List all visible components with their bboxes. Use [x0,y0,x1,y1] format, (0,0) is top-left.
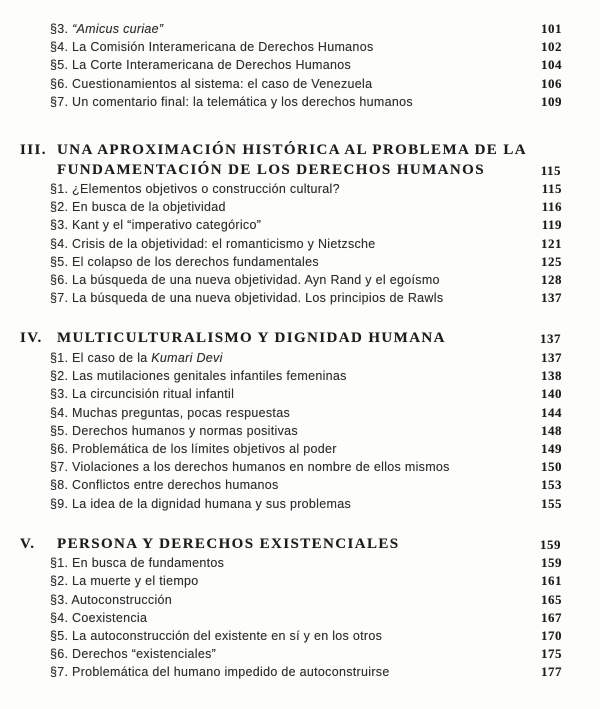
toc-entry [0,367,600,385]
toc-entry-italic-text: Kumari Devi [151,350,223,365]
toc-entry-page-number: 138 [541,368,562,384]
toc-entry-page-number: 137 [541,290,562,306]
toc-section [0,329,600,512]
toc-entry [0,38,600,56]
toc-entry-text: §6. Cuestionamientos al sistema: el caso de Venezuela [50,76,373,91]
toc-entry [0,554,600,572]
toc-entry-label [50,217,528,234]
toc-entry-text: §6. Derechos “existenciales” [50,647,217,662]
section-numeral: V. [20,535,36,552]
toc-entry [0,440,600,458]
toc-entry-text: §3. [50,22,73,36]
toc-entry-label [50,423,528,440]
toc-entry [0,663,600,681]
toc-entry-text: §6. Problemática de los límites objetivos al poder [50,441,337,456]
section-title: PERSONA Y DERECHOS EXISTENCIALES [57,535,400,552]
toc-entry-page-number: 128 [541,272,562,288]
toc-entry-text: §1. El caso de la [50,350,152,365]
toc-entry-label [50,236,528,253]
toc-entry [0,289,600,307]
section-entries [0,554,600,681]
toc-entry [0,609,600,627]
toc-entry-page-number: 159 [541,555,562,571]
toc-entry-label [50,386,528,403]
toc-entry [0,404,600,422]
toc-entry [0,198,600,216]
toc-entry-page-number: 140 [541,386,562,402]
toc-entry-label [50,290,528,307]
toc-entry-page-number: 102 [541,39,562,55]
toc-entry-label [50,199,528,216]
toc-section-heading [0,141,600,180]
toc-entry-page-number: 177 [541,664,562,680]
toc-entry-text: §7. Violaciones a los derechos humanos en nombre de ellos mismos [50,460,450,475]
section-page-number: 137 [540,331,561,347]
toc-entry-italic-text: “Amicus curiae” [72,22,164,36]
toc-entry-page-number: 119 [541,217,562,233]
toc-entry-page-number: 104 [541,57,562,73]
toc-entry-label [50,21,528,38]
toc-entry-text: §2. La muerte y el tiempo [50,574,199,589]
toc-entry-page-number: 165 [541,591,562,607]
toc-entry-text: §7. Problemática del humano impedido de autoconstruirse [50,665,390,680]
toc-entry-label [50,441,528,458]
toc-entry-label [50,496,528,513]
toc-entry [0,20,600,38]
toc-entry-text: §3. La circuncisión ritual infantil [50,387,235,402]
toc-entry [0,75,600,93]
toc-entry-label [50,94,528,111]
toc-entry [0,235,600,253]
toc-entry-page-number: 161 [541,573,562,589]
toc-entry-page-number: 137 [541,349,562,365]
section-entries [0,180,600,307]
toc-entry [0,216,600,234]
toc-entry-text: §6. La búsqueda de una nueva objetividad. Ayn Rand y el egoísmo [50,273,440,288]
toc-section [0,535,600,682]
toc-entry-text: §4. Crisis de la objetividad: el romanticismo y Nietzsche [50,236,376,251]
toc-entry [0,572,600,590]
toc-section [0,141,600,307]
section-title: UNA APROXIMACIÓN HISTÓRICA AL PROBLEMA DE LA FUNDAMENTACIÓN DE LOS DERECHOS HUMANOS [57,142,527,178]
toc-entry-text: §9. La idea de la dignidad humana y sus problemas [50,496,352,511]
toc-entry-text: §3. Autoconstrucción [50,592,173,607]
toc-entry-page-number: 148 [541,422,562,438]
toc-entry-label [50,254,528,271]
toc-entry-label [50,555,528,572]
toc-entry [0,458,600,476]
section-entries [0,349,600,513]
toc-entry-text: §4. Coexistencia [50,610,148,625]
toc-entry-label [50,459,528,476]
toc-entry-page-number: 125 [541,253,562,269]
toc-entry-page-number: 170 [541,628,562,644]
toc-entry-text: §7. La búsqueda de una nueva objetividad. Los principios de Rawls [50,291,444,306]
toc-entry-page-number: 149 [541,440,562,456]
toc-entry [0,591,600,609]
toc-continued-entries-block [0,20,600,111]
toc-entry-text: §1. ¿Elementos objetivos o construcción cultural? [50,182,340,197]
toc-section-heading [0,535,600,555]
toc-entry [0,56,600,74]
section-numeral: III. [20,142,47,159]
toc-entry-text: §5. El colapso de los derechos fundamentales [50,254,319,269]
toc-entry-label [50,39,528,56]
toc-entry [0,180,600,198]
toc-entry-text: §8. Conflictos entre derechos humanos [50,478,279,493]
toc-sections [0,141,600,682]
toc-entry-label [50,181,528,198]
toc-entry-label [50,405,528,422]
toc-entry-label [50,350,528,367]
toc-entry [0,476,600,494]
toc-entry-text: §2. En busca de la objetividad [50,200,226,215]
toc-entry-text: §7. Un comentario final: la telemática y los derechos humanos [50,94,413,109]
toc-entry-text: §5. La Corte Interamericana de Derechos Humanos [50,58,352,73]
toc-entry-page-number: 155 [541,495,562,511]
toc-entry-label [50,592,528,609]
toc-entry-label [50,573,528,590]
toc-entry [0,271,600,289]
toc-entry-page-number: 150 [541,459,562,475]
toc-entry-label [50,57,528,74]
toc-entry-text: §4. La Comisión Interamericana de Derechos Humanos [50,40,374,55]
toc-entry-label [50,477,528,494]
toc-entry-text: §2. Las mutilaciones genitales infantiles femeninas [50,369,347,384]
section-page-number: 115 [540,162,561,178]
toc-entry-text: §5. Derechos humanos y normas positivas [50,423,298,438]
section-title: MULTICULTURALISMO Y DIGNIDAD HUMANA [57,330,446,347]
toc-entry [0,349,600,367]
toc-entry-page-number: 106 [541,75,562,91]
toc-entry-text: §5. La autoconstrucción del existente en sí y en los otros [50,629,383,644]
toc-entry-page-number: 116 [541,199,562,215]
toc-entry [0,253,600,271]
toc-entry-page-number: 115 [541,181,562,197]
toc-entry-page-number: 109 [541,93,562,109]
toc-entry-page-number: 167 [541,609,562,625]
toc-entry [0,495,600,513]
toc-entry-label [50,664,528,681]
toc-entry-page-number: 101 [541,21,562,36]
toc-entry-page-number: 175 [541,646,562,662]
toc-entry-label [50,368,528,385]
toc-entry-label [50,628,528,645]
toc-entry-label [50,76,528,93]
toc-entry-page-number: 144 [541,404,562,420]
section-page-number: 159 [540,536,561,552]
toc-entry-page-number: 153 [541,477,562,493]
section-numeral: IV. [20,330,43,347]
toc-entry [0,627,600,645]
toc-section-heading [0,329,600,349]
toc-entry-text: §1. En busca de fundamentos [50,556,225,571]
toc-entry [0,93,600,111]
toc-entry [0,645,600,663]
toc-entry-page-number: 121 [541,235,562,251]
toc-entry-text: §3. Kant y el “imperativo categórico” [50,218,262,233]
toc-entry-label [50,610,528,627]
toc-entry [0,422,600,440]
toc-entry-label [50,646,528,663]
toc-entry-label [50,272,528,289]
toc-entry [0,385,600,403]
toc-entry-text: §4. Muchas preguntas, pocas respuestas [50,405,291,420]
